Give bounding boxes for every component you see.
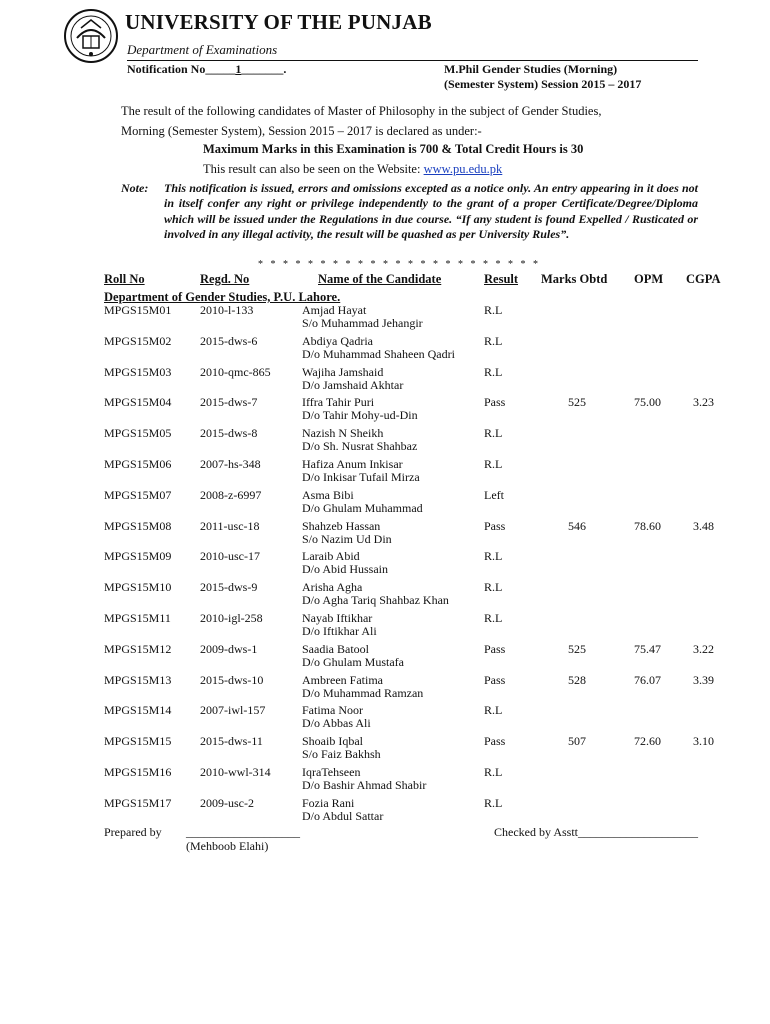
table-row [0, 520, 770, 550]
program-info [444, 62, 641, 92]
marks-obtained: 528 [568, 672, 586, 687]
roll-number: MPGS15M17 [104, 795, 172, 810]
candidate-name-cell [302, 396, 418, 422]
registration-number: 2010-usc-17 [200, 549, 260, 564]
opm-value: 75.00 [634, 395, 661, 410]
prepared-by-label: Prepared by [104, 825, 162, 839]
result-status: R.L [484, 765, 503, 779]
header-marks-obtd: Marks Obtd [541, 272, 608, 286]
result-status: R.L [484, 364, 503, 379]
roll-number: MPGS15M05 [104, 426, 172, 441]
notification-suffix: _______. [241, 62, 287, 76]
candidate-name-cell [302, 766, 426, 792]
roll-number: MPGS15M07 [104, 487, 172, 502]
candidate-parent: S/o Nazim Ud Din [302, 531, 392, 546]
result-status: R.L [484, 549, 503, 564]
candidate-name: Asma Bibi [302, 487, 354, 502]
table-row [0, 335, 770, 365]
table-row [0, 612, 770, 642]
table-row [0, 366, 770, 396]
header-cgpa: CGPA [686, 272, 721, 286]
registration-number: 2015-dws-11 [200, 734, 263, 749]
roll-number: MPGS15M08 [104, 518, 172, 533]
candidate-name: Saadia Batool [302, 641, 369, 656]
table-row [0, 427, 770, 457]
cgpa-value: 3.48 [693, 518, 714, 533]
candidate-name: Fatima Noor [302, 703, 363, 718]
header-regd-no: Regd. No [200, 272, 250, 286]
candidate-name: Fozia Rani [302, 795, 355, 810]
opm-value: 75.47 [634, 641, 661, 656]
candidate-name: Abdiya Qadria [302, 333, 373, 348]
roll-number: MPGS15M13 [104, 672, 172, 687]
header-result: Result [484, 272, 519, 286]
candidate-parent: D/o Inkisar Tufail Mirza [302, 470, 420, 484]
result-status: Pass [484, 641, 506, 656]
intro-line-2: Morning (Semester System), Session 2015 – 2017 is declared as under:- [121, 124, 482, 138]
roll-number: MPGS15M12 [104, 641, 172, 656]
separator-stars: * * * * * * * * * * * * * * * * * * * * * * * [258, 259, 541, 270]
registration-number: 2007-iwl-157 [200, 703, 266, 718]
table-row [0, 581, 770, 611]
candidate-name: Iffra Tahir Puri [302, 395, 375, 410]
registration-number: 2010-l-133 [200, 303, 254, 317]
candidate-parent: D/o Ghulam Muhammad [302, 500, 423, 515]
registration-number: 2010-igl-258 [200, 611, 263, 625]
university-title: UNIVERSITY OF THE PUNJAB [125, 10, 432, 34]
prepared-by-signature-line: ___________________ [186, 825, 300, 839]
candidate-name-cell [302, 489, 423, 515]
candidate-name-cell [302, 366, 403, 392]
registration-number: 2009-usc-2 [200, 795, 254, 810]
candidate-name-cell [302, 674, 423, 700]
cgpa-value: 3.39 [693, 672, 714, 687]
candidate-parent: D/o Bashir Ahmad Shabir [302, 778, 427, 792]
roll-number: MPGS15M14 [104, 703, 172, 718]
roll-number: MPGS15M06 [104, 457, 172, 471]
registration-number: 2011-usc-18 [200, 518, 260, 533]
candidate-parent: D/o Jamshaid Akhtar [302, 377, 404, 392]
result-status: Pass [484, 734, 506, 749]
candidate-parent: D/o Abdul Sattar [302, 808, 384, 823]
opm-value: 76.07 [634, 672, 661, 687]
table-row [0, 766, 770, 796]
registration-number: 2008-z-6997 [200, 487, 262, 502]
website-link[interactable]: www.pu.edu.pk [423, 162, 503, 176]
candidate-parent: D/o Muhammad Shaheen Qadri [302, 346, 455, 361]
checked-by-assistant: Checked by Asstt____________________ [494, 825, 698, 839]
candidate-name: IqraTehseen [302, 765, 361, 779]
table-row [0, 304, 770, 334]
table-department-heading: Department of Gender Studies, P.U. Lahore. [104, 290, 341, 304]
roll-number: MPGS15M01 [104, 303, 172, 317]
university-seal-icon [63, 8, 119, 64]
roll-number: MPGS15M04 [104, 395, 172, 410]
candidate-name: Arisha Agha [302, 580, 363, 595]
registration-number: 2015-dws-9 [200, 580, 258, 595]
candidate-name-cell [302, 704, 371, 730]
candidate-name-cell [302, 458, 420, 484]
table-row [0, 396, 770, 426]
cgpa-value: 3.10 [693, 734, 714, 749]
result-status: R.L [484, 580, 503, 595]
registration-number: 2010-qmc-865 [200, 364, 271, 379]
candidate-name: Shahzeb Hassan [302, 518, 381, 533]
registration-number: 2007-hs-348 [200, 457, 261, 471]
candidate-parent: S/o Faiz Bakhsh [302, 747, 381, 762]
candidate-name-cell [302, 520, 392, 546]
roll-number: MPGS15M15 [104, 734, 172, 749]
registration-number: 2015-dws-7 [200, 395, 258, 410]
candidate-name-cell [302, 735, 381, 761]
candidate-name-cell [302, 581, 449, 607]
website-line [203, 162, 502, 177]
candidate-name-cell [302, 427, 417, 453]
note-text: This notification is issued, errors and omissions excepted as a notice only. An entry appearing in it does not in itself confer any right or privilege independently to the grant of a proper Certificate/Degree/Diploma which will be issued under the Regulations in due course. “If any student is found Expelled / Rusticated or involved in any illegal activity, the result will be quashed as per University Rules”. [164, 181, 698, 241]
roll-number: MPGS15M09 [104, 549, 172, 564]
opm-value: 78.60 [634, 518, 661, 533]
candidate-parent: D/o Tahir Mohy-ud-Din [302, 408, 418, 423]
candidate-name-cell [302, 797, 383, 823]
marks-obtained: 525 [568, 641, 586, 656]
result-status: R.L [484, 795, 503, 810]
table-row [0, 704, 770, 734]
header-opm: OPM [634, 272, 664, 286]
candidate-name-cell [302, 550, 388, 576]
result-status: R.L [484, 611, 503, 625]
cgpa-value: 3.22 [693, 641, 714, 656]
candidate-parent: S/o Muhammad Jehangir [302, 316, 423, 330]
registration-number: 2015-dws-6 [200, 333, 258, 348]
notification-number-value: 1 [235, 62, 242, 76]
result-status: Pass [484, 395, 506, 410]
table-row [0, 735, 770, 765]
marks-obtained: 507 [568, 734, 586, 749]
marks-obtained: 525 [568, 395, 586, 410]
result-status: Left [484, 487, 504, 502]
candidate-name: Laraib Abid [302, 549, 360, 564]
marks-obtained: 546 [568, 518, 586, 533]
candidate-parent: D/o Ghulam Mustafa [302, 654, 404, 669]
table-row [0, 458, 770, 488]
result-status: Pass [484, 672, 506, 687]
header-roll-no: Roll No [104, 272, 145, 286]
candidate-name: Ambreen Fatima [302, 672, 383, 687]
result-status: R.L [484, 703, 503, 718]
website-prefix: This result can also be seen on the Website: [203, 162, 424, 176]
header-divider [127, 60, 698, 61]
roll-number: MPGS15M10 [104, 580, 172, 595]
candidate-name: Shoaib Iqbal [302, 734, 363, 749]
notification-prefix: Notification No_____ [127, 62, 236, 76]
roll-number: MPGS15M16 [104, 765, 172, 779]
max-marks-statement: Maximum Marks in this Examination is 700 & Total Credit Hours is 30 [203, 142, 584, 156]
program-line-2: (Semester System) Session 2015 – 2017 [444, 77, 642, 91]
result-status: R.L [484, 333, 503, 348]
candidate-name: Wajiha Jamshaid [302, 364, 384, 379]
registration-number: 2009-dws-1 [200, 641, 258, 656]
cgpa-value: 3.23 [693, 395, 714, 410]
department-name: Department of Examinations [127, 42, 278, 57]
intro-line-1: The result of the following candidates of Master of Philosophy in the subject of Gender Studies, [121, 104, 602, 118]
roll-number: MPGS15M11 [104, 611, 171, 625]
result-status: R.L [484, 426, 503, 441]
table-row [0, 797, 770, 827]
candidate-parent: D/o Iftikhar Ali [302, 624, 377, 638]
registration-number: 2010-wwl-314 [200, 765, 271, 779]
result-status: Pass [484, 518, 506, 533]
notification-number [127, 62, 286, 77]
candidate-name-cell [302, 643, 404, 669]
candidate-name: Hafiza Anum Inkisar [302, 457, 403, 471]
result-status: R.L [484, 457, 503, 471]
candidate-name-cell [302, 335, 455, 361]
candidate-parent: D/o Abid Hussain [302, 562, 389, 577]
candidate-parent: D/o Sh. Nusrat Shahbaz [302, 439, 418, 454]
table-row [0, 674, 770, 704]
candidate-name: Nayab Iftikhar [302, 611, 373, 625]
registration-number: 2015-dws-10 [200, 672, 264, 687]
table-row [0, 550, 770, 580]
candidate-name-cell [302, 612, 377, 638]
candidate-name-cell [302, 304, 423, 330]
roll-number: MPGS15M02 [104, 333, 172, 348]
prepared-by-name: (Mehboob Elahi) [186, 839, 269, 853]
candidate-name: Amjad Hayat [302, 303, 367, 317]
table-row [0, 489, 770, 519]
candidate-parent: D/o Muhammad Ramzan [302, 685, 424, 700]
opm-value: 72.60 [634, 734, 661, 749]
roll-number: MPGS15M03 [104, 364, 172, 379]
header-candidate-name: Name of the Candidate [318, 272, 442, 286]
result-status: R.L [484, 303, 503, 317]
registration-number: 2015-dws-8 [200, 426, 258, 441]
program-line-1: M.Phil Gender Studies (Morning) [444, 62, 618, 76]
candidate-name: Nazish N Sheikh [302, 426, 384, 441]
note-label: Note: [121, 181, 149, 195]
candidate-parent: D/o Abbas Ali [302, 716, 371, 731]
table-row [0, 643, 770, 673]
candidate-parent: D/o Agha Tariq Shahbaz Khan [302, 593, 449, 608]
